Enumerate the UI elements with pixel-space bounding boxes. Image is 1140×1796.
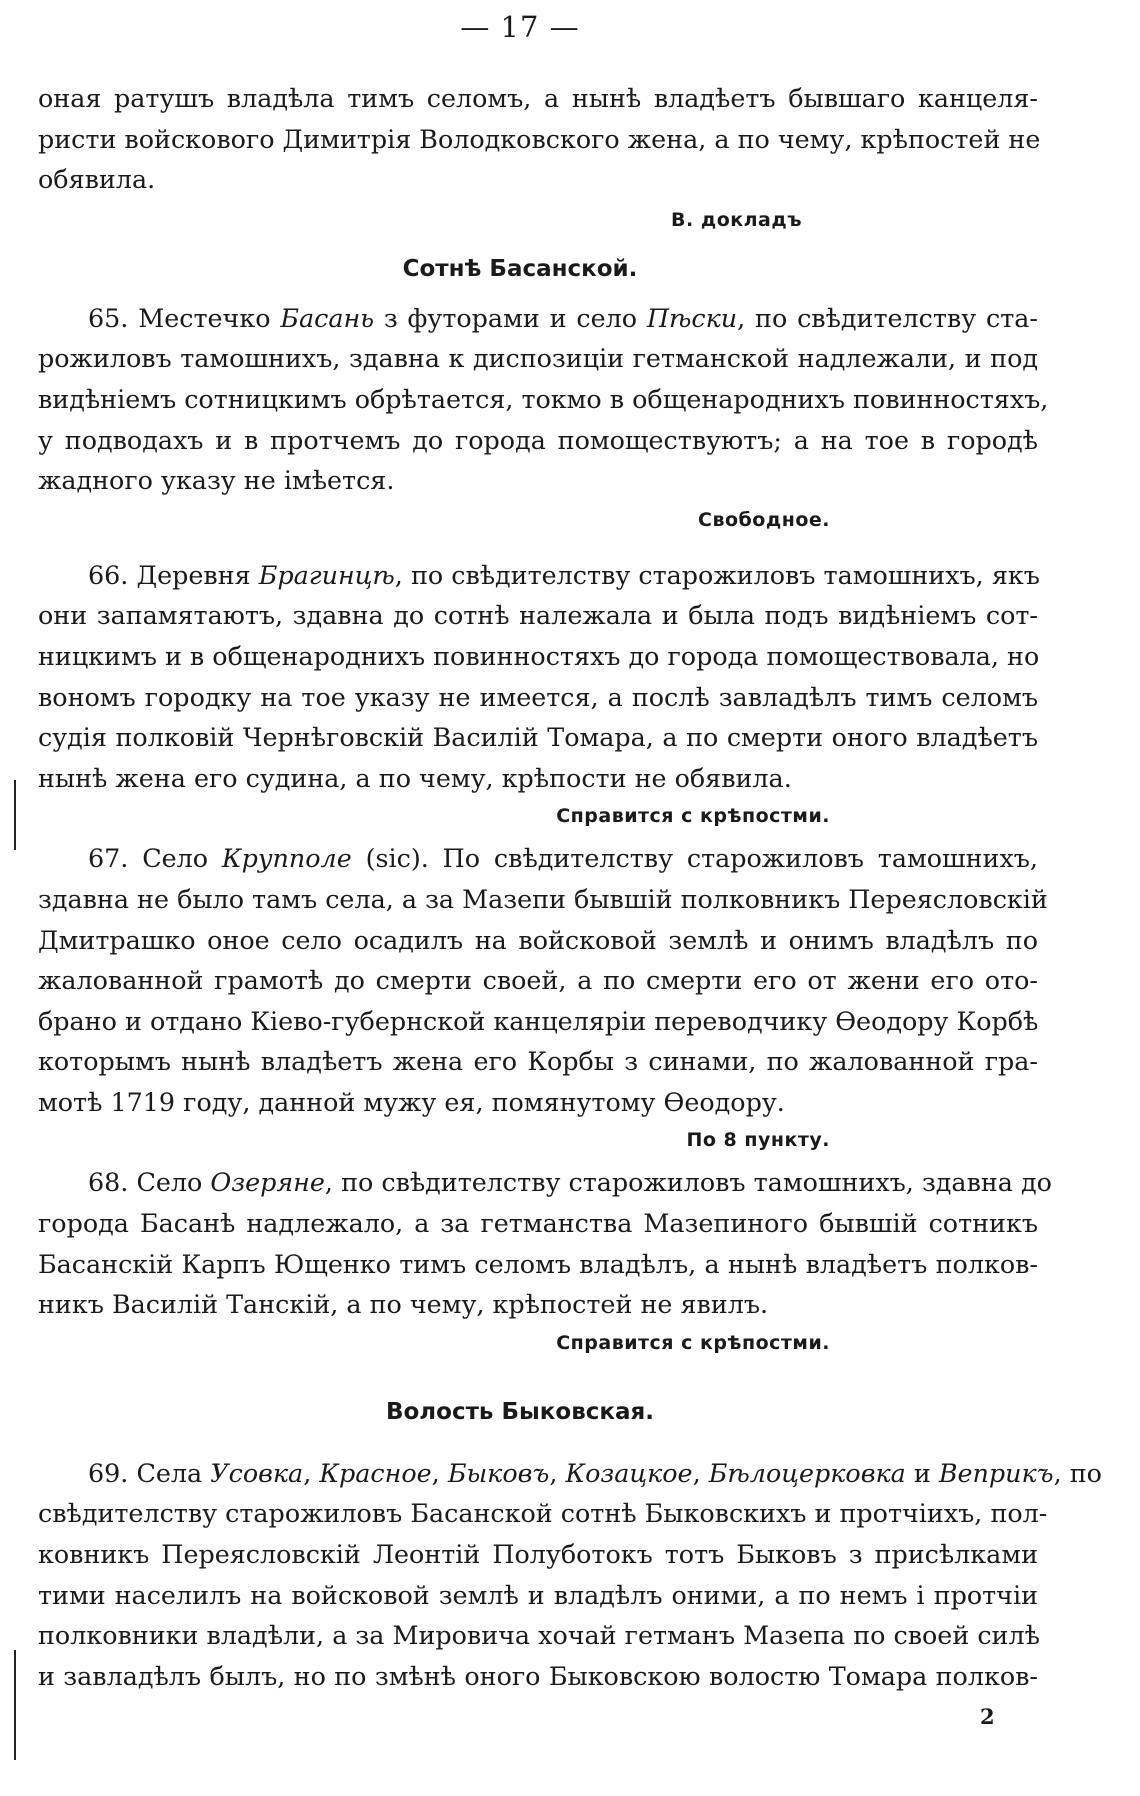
margin-scan-mark xyxy=(14,1650,16,1760)
text-line: которымъ нынѣ владѣетъ жена его Корбы з синами, по жалованной гра- xyxy=(38,1046,1038,1077)
text-line: брано и отдано Кіево-губернской канцеляріи переводчику Ѳеодору Корбѣ xyxy=(38,1005,1039,1036)
text-line: видѣніемъ сотницкимъ обрѣтается, токмо в общенароднихъ повинностяхъ, xyxy=(38,383,1049,414)
text-line: жадного указу не імѣется. xyxy=(38,465,395,496)
place-name: Брагинцѣ xyxy=(258,559,395,590)
page-number: — 17 — xyxy=(460,10,580,44)
entry-65 xyxy=(38,298,1049,543)
text-line: 69. Села Усовка, Красное, Быковъ, Козацкое, Бѣлоцерковка и Веприкъ, по xyxy=(88,1457,1102,1488)
resolution-note: Свободное. xyxy=(698,508,830,531)
text-line: 66. Деревня Брагинцѣ, по свѣдителству старожиловъ тамошнихъ, якъ xyxy=(88,559,1040,590)
signature-mark: 2 xyxy=(980,1704,995,1729)
entry-66 xyxy=(38,555,1038,839)
place-name: Озеряне xyxy=(210,1167,325,1198)
text-line: никъ Василій Танскій, а по чему, крѣпостей не явилъ. xyxy=(38,1289,769,1320)
text-line: здавна не было тамъ села, а за Мазепи бывшій полковникъ Переясловскій xyxy=(38,883,1048,914)
text-line: ницкимъ и в общенароднихъ повинностяхъ до города помоществовала, но xyxy=(38,640,1040,671)
text-line: 67. Село Крупполе (sic). По свѣдителству старожиловъ тамошнихъ, xyxy=(88,843,1038,874)
text-line: ристи войскового Димитрія Володковского жена, а по чему, крѣпостей не xyxy=(38,123,1041,154)
place-name: Красное xyxy=(319,1457,432,1488)
resolution-note: Справится с крѣпостми. xyxy=(556,805,830,828)
text-line: нынѣ жена его судина, а по чему, крѣпости не обявила. xyxy=(38,762,792,793)
document-body xyxy=(38,78,1102,1696)
place-name: Усовка xyxy=(210,1457,304,1488)
entry-69 xyxy=(38,1453,1102,1697)
resolution-note: По 8 пункту. xyxy=(686,1129,830,1152)
text-line: ковникъ Переясловскій Леонтій Полуботокъ тотъ Быковъ з присѣлками xyxy=(38,1539,1038,1570)
text-line: обявила. xyxy=(38,164,156,195)
section-heading: Сотнѣ Басанской. xyxy=(402,255,638,282)
text-line: города Басанѣ надлежало, а за гетманства Мазепиного бывшій сотникъ xyxy=(38,1208,1038,1239)
text-line: вономъ городку на тое указу не имеется, а послѣ завладѣлъ тимъ селомъ xyxy=(38,681,1038,712)
place-name: Веприкъ xyxy=(938,1457,1054,1488)
text-line: рожиловъ тамошнихъ, здавна к диспозиціи гетманской надлежали, и под xyxy=(38,343,1038,374)
text-line: они запамятаютъ, здавна до сотнѣ належала и была подъ видѣніемъ сот- xyxy=(38,600,1038,631)
place-name: Крупполе xyxy=(221,843,352,874)
place-name: Козацкое xyxy=(565,1457,693,1488)
text-line: оная ратушъ владѣла тимъ селомъ, а нынѣ владѣетъ бывшаго канцеля- xyxy=(38,83,1038,113)
text-line: мотѣ 1719 году, данной мужу ея, помянутому Ѳеодору. xyxy=(38,1086,785,1117)
text-line: жалованной грамотѣ до смерти своей, а по смерти его от жени его ото- xyxy=(38,965,1038,996)
entry-68 xyxy=(38,1162,1052,1364)
text-line: у подводахъ и в протчемъ до города помоществуютъ; а на тое в городѣ xyxy=(38,424,1038,455)
resolution-note: Справится с крѣпостми. xyxy=(556,1331,830,1354)
text-line: судія полковій Чернѣговскій Василій Томара, а по смерти оного владѣетъ xyxy=(38,722,1038,753)
text-line: свѣдителству старожиловъ Басанской сотнѣ Быковскихъ и протчіихъ, пол- xyxy=(38,1498,1048,1529)
section-heading: Волость Быковская. xyxy=(385,1398,655,1425)
text-line: и завладѣлъ былъ, но по змѣнѣ оного Быковскою волостю Томара полков- xyxy=(38,1660,1038,1691)
text-line: 65. Местечко Басань з футорами и село Пѣски, по свѣдителству ста- xyxy=(88,302,1038,333)
text-line: 68. Село Озеряне, по свѣдителству старожиловъ тамошнихъ, здавна до xyxy=(88,1167,1052,1198)
place-name: Пѣски xyxy=(646,302,738,333)
text-line: Басанскій Карпъ Ющенко тимъ селомъ владѣлъ, а нынѣ владѣетъ полков- xyxy=(38,1248,1038,1279)
margin-scan-mark xyxy=(14,780,16,850)
text-line: тими населилъ на войсковой землѣ и владѣлъ оними, а по немъ і протчіи xyxy=(38,1579,1038,1610)
resolution-note: В. докладъ xyxy=(671,208,802,231)
text-line: полковники владѣли, а за Мировича хочай гетманъ Мазепа по своей силѣ xyxy=(38,1620,1040,1651)
place-name: Быковъ xyxy=(447,1457,550,1488)
text-line: Дмитрашко оное село осадилъ на войсковой землѣ и онимъ владѣлъ по xyxy=(38,924,1038,955)
place-name: Бѣлоцерковка xyxy=(708,1457,906,1488)
place-name: Басань xyxy=(280,302,375,333)
entry-67 xyxy=(38,838,1048,1162)
